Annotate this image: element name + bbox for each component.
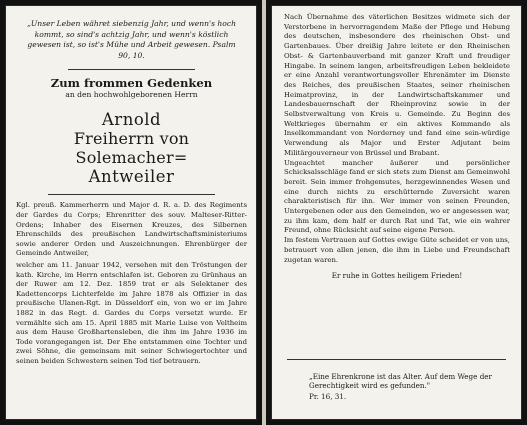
divider-line xyxy=(68,69,195,70)
closing-quote xyxy=(287,359,506,402)
titles-text: Kgl. preuß. Kammerherrn und Major d. R. a. D. des Regiments der Gardes du Corps; Ehrenritter des souv. Malteser-Ritter-Ordens; Inhaber des Eisernen Kreuzes, des Silbernen Ehrenschilds des preußischen Landwirtschaftsministeriums sowie anderer Orden und Auszeichnungen. Ehrenbürger der Gemeinde Antweiler, xyxy=(16,201,247,258)
psalm-motto: „Unser Leben währet siebenzig Jahr, und wenn's hoch kommt, so sind's achtzig Jahr, und wenn's köstlich gewesen ist, so ist's Mühe und Arbeit gewesen. Psalm 90, 10. xyxy=(26,19,237,60)
memory-heading: Zum frommen Gedenken xyxy=(50,76,213,91)
quote-reference: Pr. 16, 31. xyxy=(309,392,347,402)
paragraph-farewell: Im festem Vertrauen auf Gottes ewige Güte scheidet er von uns, betrauert von allen jenen, die ihm in Liebe und Freundschaft zugetan waren. xyxy=(284,236,510,264)
honor-line: an den hochwohlgeborenen Herrn xyxy=(65,90,198,100)
name-last: Antweiler xyxy=(88,167,175,187)
blessing-line: Er ruhe in Gottes heiligem Frieden! xyxy=(331,271,463,281)
paragraph-character: Ungeachtet mancher äußerer und persönlicher Schicksalsschläge fand er sich stets zum Dienst am Gemeinwohl bereit. Sein immer frohgemutes, herzgewinnendes Wesen und eine durch nichts zu erschütternde Zuversicht waren charakteristisch für ihn. Wer immer von seinen Freunden, Untergebenen oder aus den Gemeinden, wo er angesessen war, zu ihm kam, dem half er durch Rat und Tat, wie ein wahrer Freund, ohne Rücksicht auf seine eigene Person. xyxy=(284,158,510,235)
paragraph-career: Nach Übernahme des väterlichen Besitzes widmete sich der Verstorbene in hervorragendem Maße der Pflege und Hebung des deutschen, insbesondere des rheinischen Obst- und Gartenbaues. Über dreißig Jahre leitete er den Rheinischen Obst- & Gartenbauverband mit ganzer Kraft und freudiger Hingabe. In seinem langen, arbeitsfreudigen Leben bekleidete er eine Anzahl verantwortungsvoller Ehrenämter im Dienste des Reiches, des preußischen Staates, seiner rheinischen Heimatprovinz, in der Landwirtschaftskammer und Landesbauernschaft der Rheinprovinz sowie in der Selbstverwaltung von Kreis u. Gemeinde. Zu Beginn des Weltkrieges übernahm er ein aktives Kommando als Inselkommandant von Norderney und fand eine sein-würdige Verwendung als Major und Erster Adjutant beim Militärgouverneur von Brüssel und Brabant. xyxy=(284,13,510,157)
left-memorial-card xyxy=(0,0,262,425)
right-memorial-card xyxy=(266,0,527,425)
name-first: Arnold xyxy=(101,110,162,130)
divider-line xyxy=(48,194,215,195)
biography-text: welcher am 11. Januar 1942, versehen mit den Tröstungen der kath. Kirche, im Herrn entschlafen ist. Geboren zu Grünhaus an der Ruwer am 12. Dez. 1859 trat er als Selektaner des Kadettencorps Lichterfelde im Jahre 1878 als Offizier in das preußische Ulanen-Rgt. in Düsseldorf ein, von wo er im Jahre 1882 in das Regt. d. Gardes du Corps versetzt wurde. Er vermählte sich am 15. April 1885 mit Marie Luise von Veltheim aus dem Hause Großhartensleben, die ihm im Jahre 1936 im Tode vorangegangen ist. Der Ehe entstammen eine Tochter und zwei Söhne, die gemeinsam mit seiner Schwiegertochter und seinen beiden Schwestern seinen Tod tief betrauern. xyxy=(16,260,247,365)
quote-text: „Eine Ehrenkrone ist das Alter. Auf dem Wege der Gerechtigkeit wird es gefunden." xyxy=(309,371,492,391)
name-title: Freiherrn von Solemacher= xyxy=(73,129,190,168)
life-text xyxy=(282,13,512,265)
